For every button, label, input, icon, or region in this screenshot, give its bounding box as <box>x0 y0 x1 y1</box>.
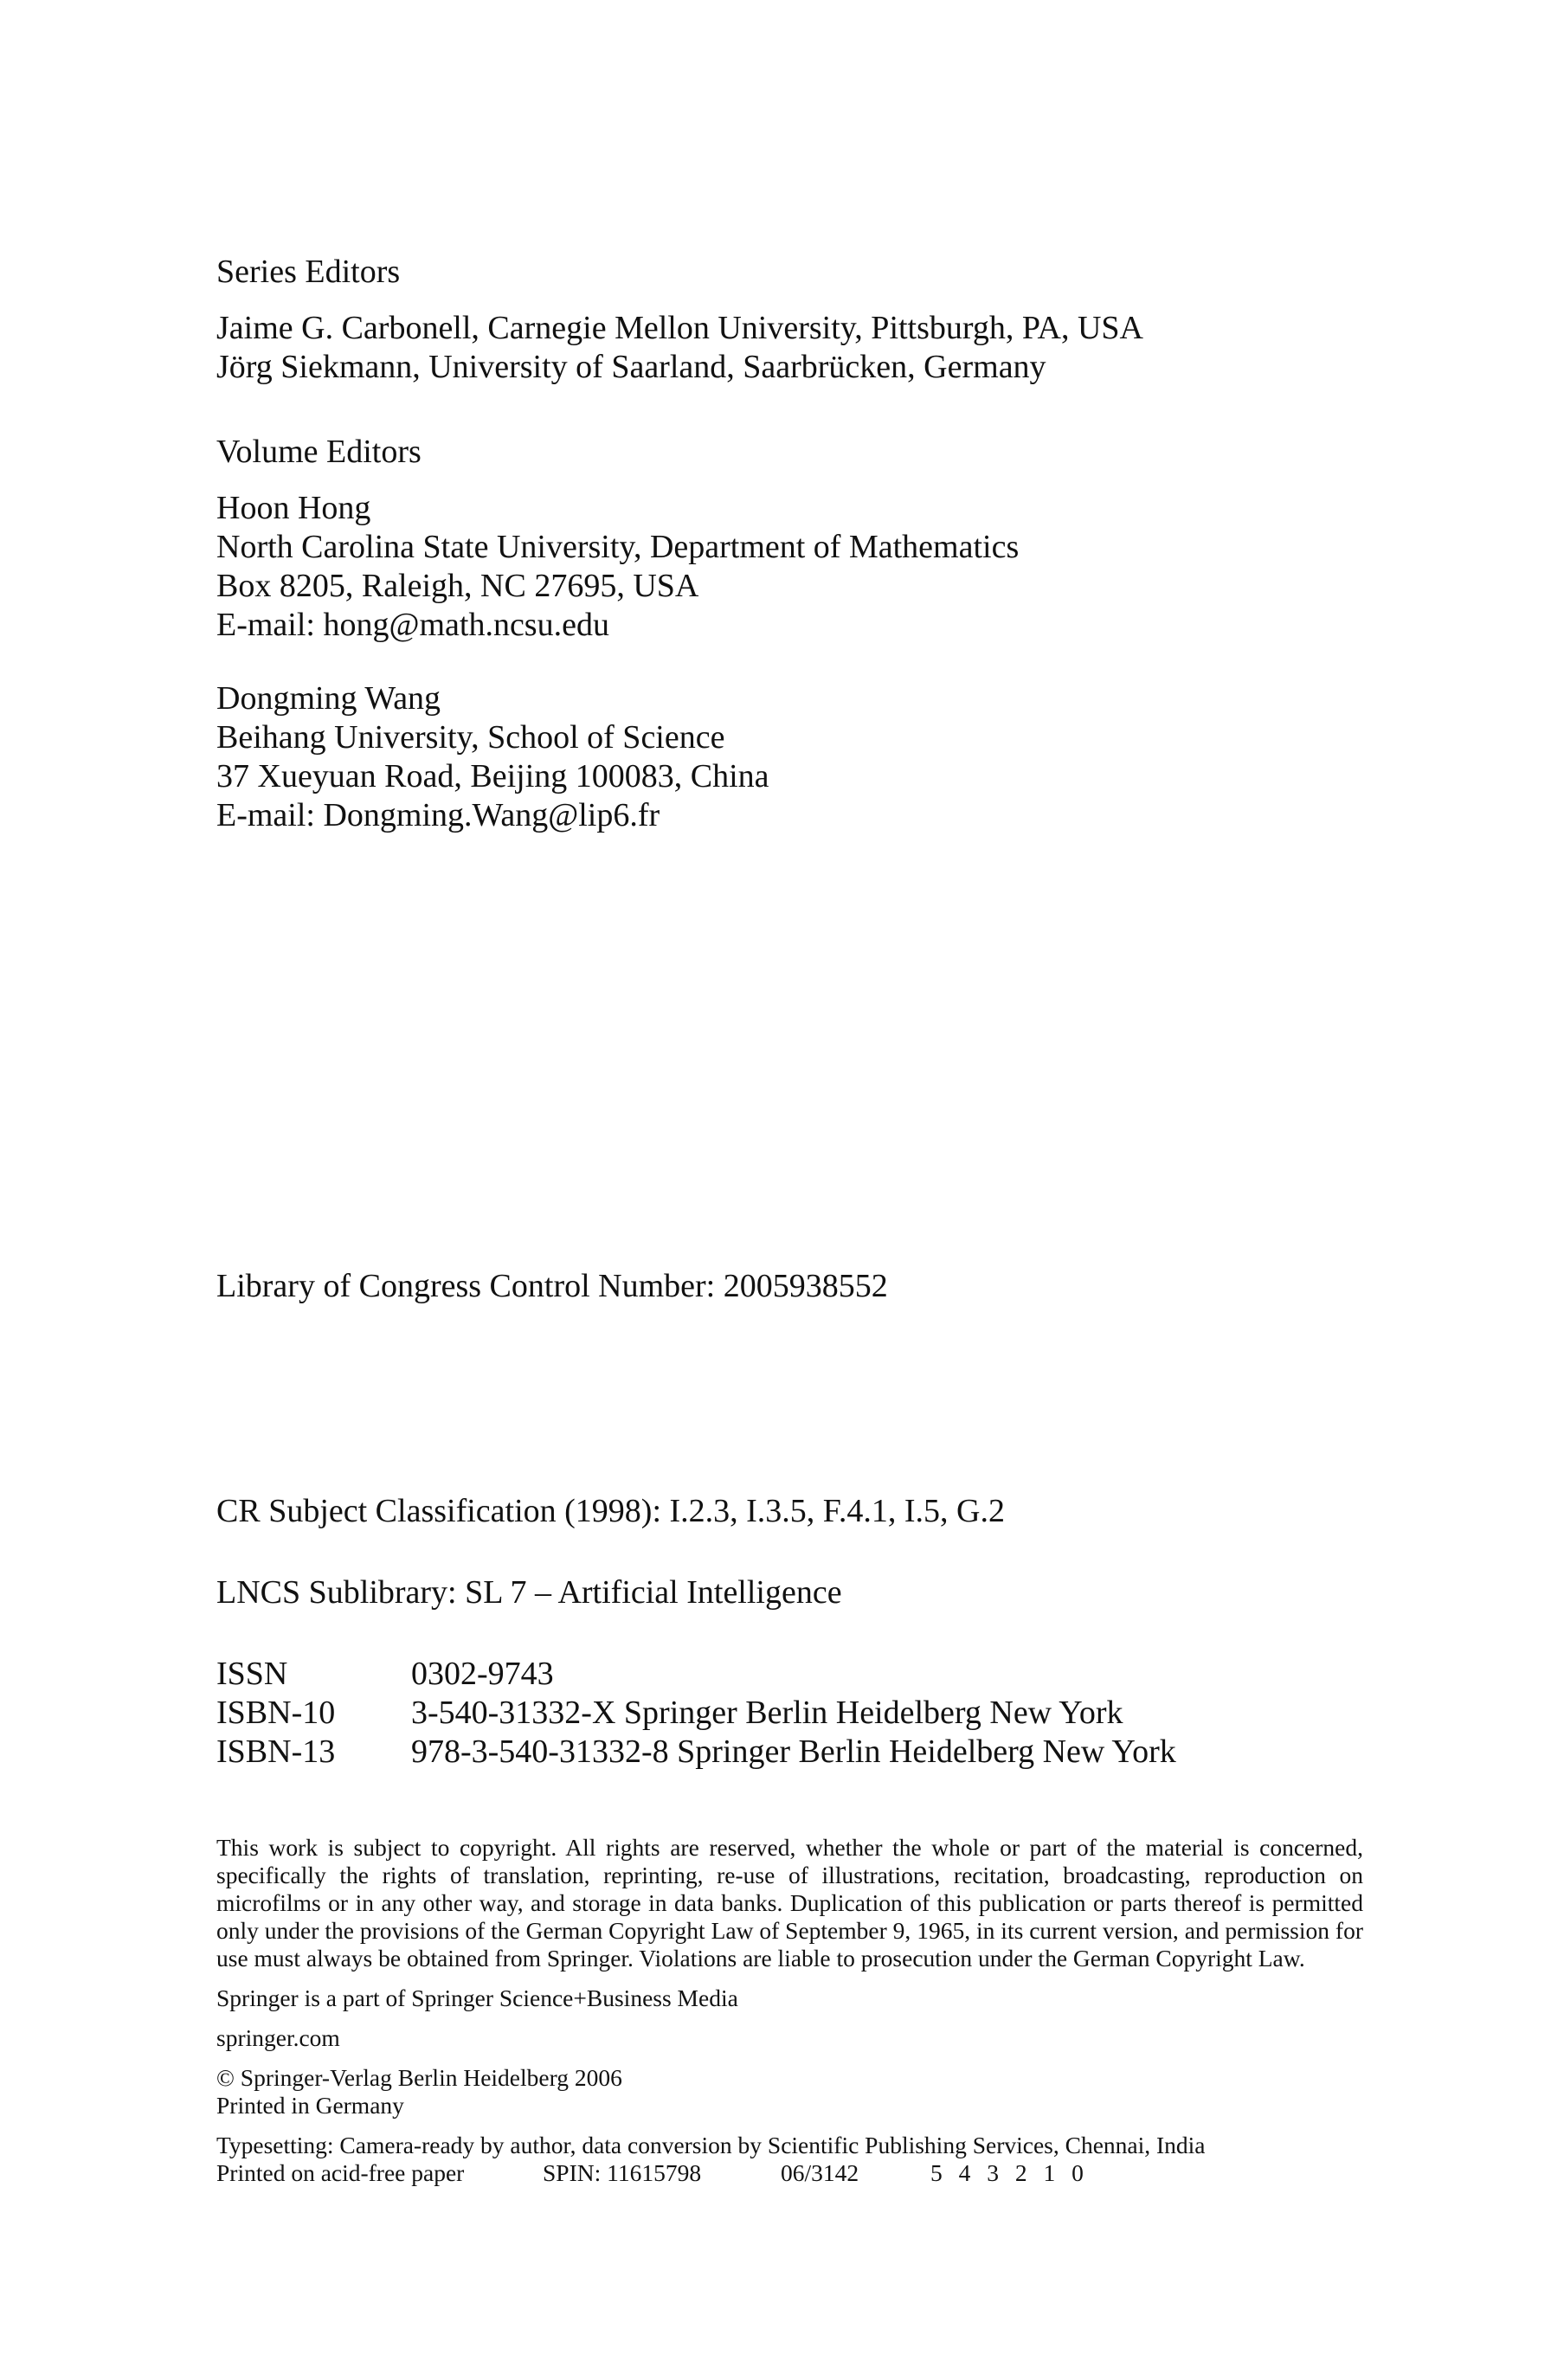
editor-email: E-mail: hong@math.ncsu.edu <box>216 607 609 643</box>
editor-address: Box 8205, Raleigh, NC 27695, USA <box>216 568 699 604</box>
sublibrary-line: LNCS Sublibrary: SL 7 – Artificial Intelligence <box>216 1574 842 1611</box>
copyright-line: © Springer-Verlag Berlin Heidelberg 2006 <box>216 2064 622 2091</box>
series-editor-line: Jörg Siekmann, University of Saarland, Saarbrücken, Germany <box>216 349 1046 385</box>
identifier-value: 0302-9743 <box>411 1656 554 1692</box>
identifier-row <box>216 1655 1176 1694</box>
fine-print-section <box>216 1834 1363 2187</box>
typesetting-line: Typesetting: Camera-ready by author, data conversion by Scientific Publishing Services, Chennai, India <box>216 2132 1206 2158</box>
website-line: springer.com <box>216 2024 340 2051</box>
copyright-notice: This work is subject to copyright. All rights are reserved, whether the whole or part of the material is concerned, specifically the rights of translation, reprinting, re-use of illustrations, recitation, broadcasting, reproduction on microfilms or in any other way, and storage in data banks. Duplication of this publication or parts thereof is permitted only under the provisions of the German Copyright Law of September 9, 1965, in its current version, and permission for use must always be obtained from Springer. Violations are liable to prosecution under the German Copyright Law. <box>216 1834 1363 1972</box>
identifiers-table <box>216 1655 1176 1772</box>
volume-editors-section <box>216 433 1019 645</box>
springer-part-line: Springer is a part of Springer Science+Business Media <box>216 1984 738 2011</box>
paper-info: Printed on acid-free paper <box>216 2159 465 2186</box>
volume-editors-heading: Volume Editors <box>216 434 422 470</box>
lccn-line: Library of Congress Control Number: 2005938552 <box>216 1268 888 1304</box>
editor-name: Dongming Wang <box>216 680 441 717</box>
editor-affiliation: Beihang University, School of Science <box>216 719 725 756</box>
series-editors-section <box>216 253 1143 387</box>
printed-in-line: Printed in Germany <box>216 2092 404 2119</box>
editor-address: 37 Xueyuan Road, Beijing 100083, China <box>216 758 769 794</box>
identifier-row <box>216 1733 1176 1772</box>
identifier-key: ISBN-10 <box>216 1695 336 1731</box>
editor-email: E-mail: Dongming.Wang@lip6.fr <box>216 797 660 833</box>
series-editor-line: Jaime G. Carbonell, Carnegie Mellon University, Pittsburgh, PA, USA <box>216 310 1143 346</box>
identifier-key: ISBN-13 <box>216 1734 336 1770</box>
typesetting-block <box>216 2132 1363 2187</box>
cr-classification-line: CR Subject Classification (1998): I.2.3, I.3.5, F.4.1, I.5, G.2 <box>216 1493 1005 1529</box>
editor-affiliation: North Carolina State University, Department of Mathematics <box>216 529 1020 565</box>
identifier-key: ISSN <box>216 1656 288 1692</box>
identifier-value: 978-3-540-31332-8 Springer Berlin Heidelberg New York <box>411 1734 1176 1770</box>
identifier-row <box>216 1694 1176 1733</box>
print-code: 06/3142 <box>781 2159 859 2186</box>
identifier-value: 3-540-31332-X Springer Berlin Heidelberg New York <box>411 1695 1123 1731</box>
printing-info-row <box>216 2159 1363 2187</box>
editor-name: Hoon Hong <box>216 490 371 526</box>
printing-numbers: 5 4 3 2 1 0 <box>930 2159 1089 2186</box>
volume-editor-wang <box>216 679 769 835</box>
copyright-block <box>216 2064 1363 2119</box>
spin-number: SPIN: 11615798 <box>543 2159 702 2186</box>
series-editors-heading: Series Editors <box>216 254 401 290</box>
